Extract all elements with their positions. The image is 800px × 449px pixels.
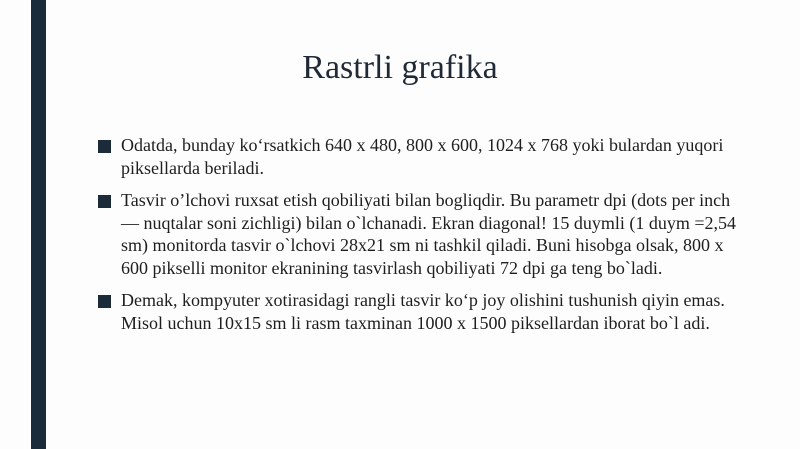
bullet-item [98, 189, 738, 279]
slide-title: Rastrli grafika [302, 49, 498, 86]
bullet-text: Demak, kompyuter xotirasidagi rangli tasvir koʻp joy olishini tushunish qiyin emas. Misol uchun 10x15 sm li rasm taxminan 1000 x 1500 piksellardan iborat bo`l adi. [121, 290, 725, 333]
square-bullet-icon [98, 295, 111, 308]
bullet-text: Odatda, bunday koʻrsatkich 640 x 480, 800 x 600, 1024 x 768 yoki bulardan yuqori piksellarda beriladi. [121, 135, 724, 178]
bullet-list [98, 134, 738, 344]
accent-bar [31, 0, 46, 449]
square-bullet-icon [98, 195, 111, 208]
bullet-item [98, 134, 738, 179]
bullet-text: Tasvir oʼlchovi ruxsat etish qobiliyati bilan bogliqdir. Bu parametr dpi (dots per inch — nuqtalar soni zichligi) bilan o`lchanadi. Ekran diagonal! 15 duymli (1 duym =2,54 sm) monitorda tasvir o`lchovi 28x21 sm ni tashkil qiladi. Buni hisobga olsak, 800 x 600 pikselli monitor ekranining tasvirlash qobiliyati 72 dpi ga teng bo`ladi. [121, 190, 737, 278]
bullet-item [98, 289, 738, 334]
square-bullet-icon [98, 140, 111, 153]
